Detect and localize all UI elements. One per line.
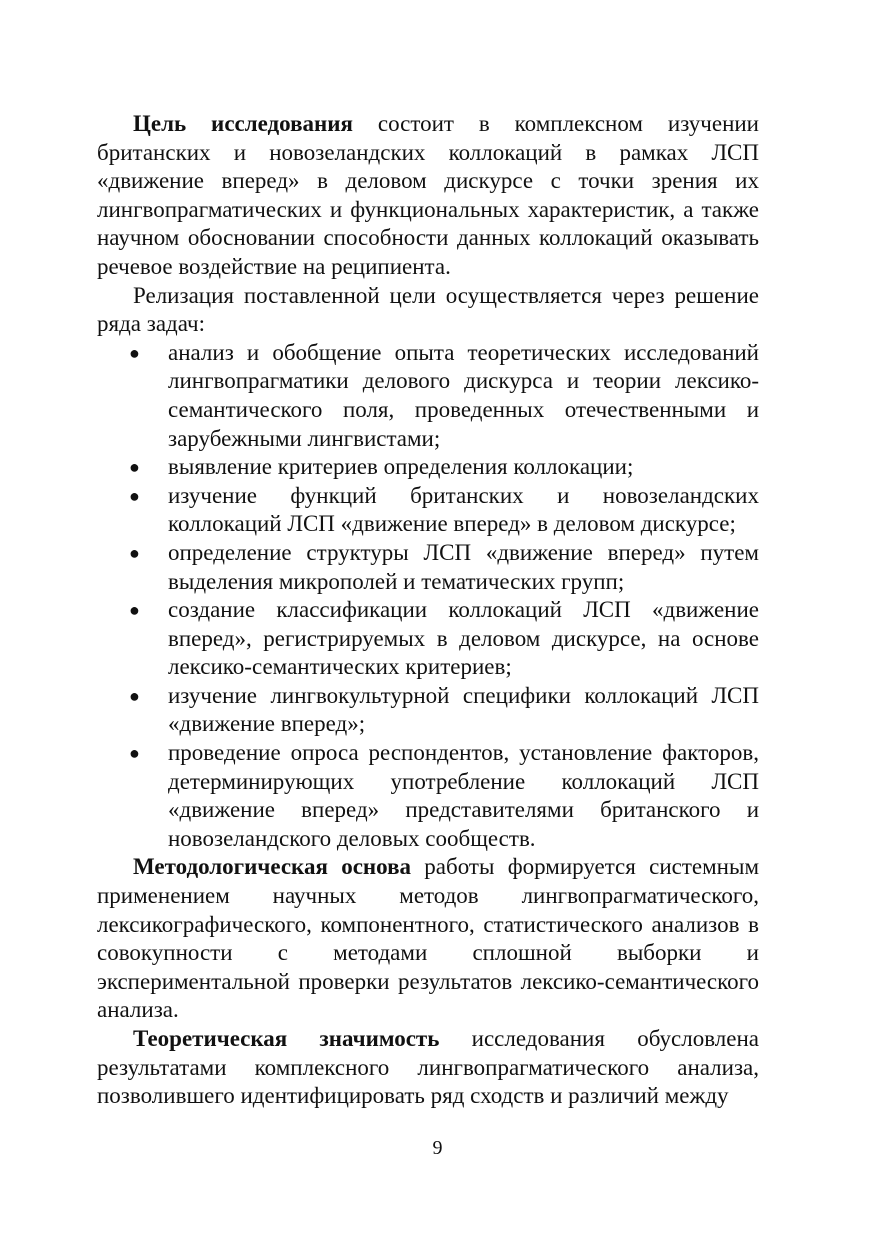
theoretical-paragraph [97, 1025, 759, 1111]
task-text: создание классификации коллокаций ЛСП «движение вперед», регистрируемых в деловом дискурсе, на основе лексико-семантических критериев; [168, 597, 759, 680]
task-text: проведение опроса респондентов, установление факторов, детерминирующих употребление коллокаций ЛСП «движение вперед» представителями британского и новозеландского деловых сообществ. [168, 740, 759, 851]
theoretical-text: исследования обусловлена результатами комплексного лингвопрагматического анализа, позволившего идентифицировать ряд сходств и различий между [97, 1026, 760, 1109]
task-list [97, 339, 759, 854]
bullet-icon: ● [129, 743, 140, 764]
goal-heading: Цель исследования [133, 111, 353, 136]
goal-text: состоит в комплексном изучении британских и новозеландских коллокаций в рамках ЛСП «движение вперед» в деловом дискурсе с точки зрения их лингвопрагматических и функциональных характеристик, а также научном обосновании способности данных коллокаций оказывать речевое воздействие на реципиента. [97, 111, 759, 279]
bullet-icon: ● [129, 342, 140, 363]
task-item [129, 453, 759, 482]
methodology-paragraph [97, 853, 759, 1025]
task-item [129, 482, 759, 539]
task-item [129, 739, 759, 853]
task-text: анализ и обобщение опыта теоретических исследований лингвопрагматики делового дискурса и теории лексико-семантического поля, проведенных отечественными и зарубежными лингвистами; [168, 339, 759, 451]
theoretical-heading: Теоретическая значимость [133, 1026, 440, 1051]
bullet-icon: ● [129, 685, 140, 706]
methodology-text: работы формируется системным применением научных методов лингвопрагматического, лексикографического, компонентного, статистического анализов в совокупности с методами сплошной выборки и экспериментальной проверки результатов лексико-семантического анализа. [97, 854, 759, 1023]
task-item [129, 682, 759, 739]
goal-paragraph [97, 110, 759, 282]
task-text: изучение лингвокультурной специфики коллокаций ЛСП «движение вперед»; [168, 682, 759, 737]
page-number: 9 [432, 1137, 443, 1159]
task-item [129, 596, 759, 682]
methodology-heading: Методологическая основа [133, 854, 411, 880]
bullet-icon: ● [129, 600, 140, 621]
task-item [129, 539, 759, 596]
task-text: выявление критериев определения коллокации; [168, 454, 634, 480]
task-item [129, 339, 759, 453]
bullet-icon: ● [129, 485, 140, 506]
bullet-icon: ● [129, 457, 140, 478]
realization-paragraph: Релизация поставленной цели осуществляется через решение ряда задач: [97, 282, 759, 337]
bullet-icon: ● [129, 542, 140, 563]
task-text: изучение функций британских и новозеландских коллокаций ЛСП «движение вперед» в деловом дискурсе; [168, 482, 759, 537]
page-body [97, 110, 759, 1111]
task-text: определение структуры ЛСП «движение вперед» путем выделения микрополей и тематических групп; [168, 539, 759, 594]
